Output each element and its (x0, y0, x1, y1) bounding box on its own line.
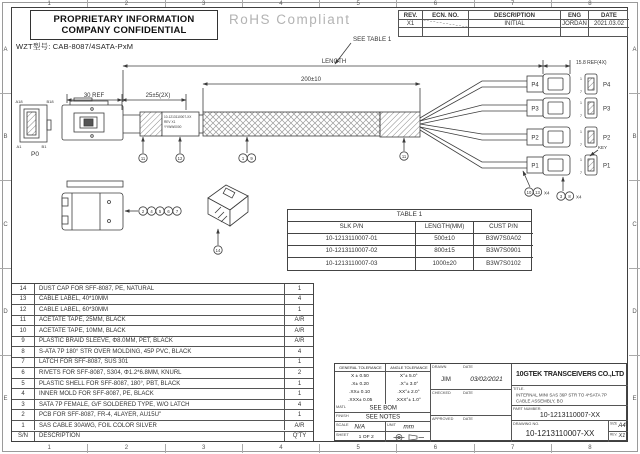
zone-numbers-top (11, 0, 628, 7)
svg-text:8: 8 (568, 194, 571, 199)
length-cell: 800±15 (416, 246, 474, 258)
sata-connector-p1 (527, 155, 611, 175)
company-section (512, 364, 628, 442)
table1 (287, 209, 532, 271)
svg-text:9: 9 (250, 156, 253, 161)
slk-pn-cell: 10-1213110007-03 (288, 258, 416, 270)
see-table-label: SEE TABLE 1 (353, 36, 392, 43)
revision-header-cell: REV. (399, 11, 423, 20)
bom-sn: 3 (12, 400, 35, 410)
bom-sn: 2 (12, 410, 35, 420)
tolerance-value: .XXX± 0.05 (347, 397, 373, 403)
general-tolerance-label: GENERAL TOLERANCE (338, 365, 382, 370)
revision-table-header (399, 11, 627, 20)
bom-qty: 1 (297, 306, 302, 313)
zone-letter: D (629, 269, 640, 356)
bom-sn: 10 (12, 326, 35, 336)
svg-text:3: 3 (559, 194, 563, 199)
bom-row (12, 305, 313, 316)
rohs-compliant-text: RoHS Compliant (229, 12, 351, 27)
part-number-value: 10-1213110007-XX (539, 411, 601, 419)
bom-row (12, 379, 313, 390)
zone-number: 8 (588, 445, 592, 451)
zone-numbers-bottom (11, 444, 628, 453)
bom-sn: 8 (12, 347, 35, 357)
svg-text:2: 2 (141, 209, 145, 214)
bom-description: INNER MOLD FOR SFF-8087, PE, BLACK (35, 389, 285, 399)
bom-qty: 1 (297, 412, 302, 419)
zone-number: 5 (320, 444, 397, 453)
sff-8087-face-view (15, 99, 54, 158)
bom-sn: 5 (12, 379, 35, 389)
bom-description: LATCH FOR SFF-8087, SUS 301 (35, 358, 285, 368)
rev-value: X1 (399, 20, 423, 29)
revision-header-cell: ENG (561, 11, 589, 20)
dim-15-8-label: 15.8 REF(4X) (576, 60, 607, 66)
bom-row (12, 368, 313, 379)
cust-pn-cell: B3W7S0A02 (474, 234, 533, 246)
description-value: INITIAL (469, 20, 561, 29)
sff-8087-side-view (62, 98, 123, 140)
bom-sn: 7 (12, 358, 35, 368)
drawing-title-line1: INTERNAL MINI SAS 36P STR TO 4*SATA 7P (516, 392, 607, 398)
bom-description: PCB FOR SFF-8087, FR-4, 4LAYER, AU15U" (35, 410, 285, 420)
length-dim-label: LENGTH (321, 59, 347, 65)
bom-rows (12, 284, 313, 431)
title-block (334, 363, 627, 441)
bom-description: ACETATE TAPE, 10MM, BLACK (35, 326, 285, 336)
port-label: P4 (531, 82, 539, 89)
pin7-label: 7 (580, 171, 582, 175)
dimension-25 (122, 93, 186, 110)
port-label: P1 (531, 163, 539, 170)
bom-row (12, 326, 313, 337)
bom-qty: 1 (297, 380, 302, 387)
sata-connector-p2 (527, 127, 611, 147)
model-number-line: WZT型号: CAB-8087/4SATA-PxM (16, 42, 134, 51)
third-angle-projection-icon (392, 433, 426, 442)
bom-qty: 1 (297, 391, 302, 398)
rev-label: REV. (610, 432, 618, 436)
finish-value: SEE NOTES (365, 413, 401, 420)
bom-description: PLASTIC BRAID SLEEVE, Φ8.0MM, PET, BLACK (35, 337, 285, 347)
table1-row (288, 246, 531, 258)
bom-description: RIVETS FOR SFF-8087, S304, Φ1.2*6.8MM, KNURL (35, 368, 285, 378)
pin-b1-label: B1 (41, 144, 47, 149)
pin-a1-label: A1 (16, 144, 22, 149)
bom-sn: 12 (12, 305, 35, 315)
revision-row (399, 20, 627, 29)
balloon-11-right (400, 138, 408, 160)
dimension-30-ref (67, 93, 122, 110)
size-value: A4 (618, 422, 626, 429)
bom-qty: 2 (297, 370, 302, 377)
cable-label-line1: 10-1213110007-XX (164, 115, 192, 119)
bom-row (12, 410, 313, 421)
bom-qty: 4 (297, 296, 302, 303)
connector-bottom-view (62, 181, 123, 230)
acetate-tape-25mm (140, 112, 162, 136)
slk-pn-cell: 10-1213110007-01 (288, 234, 416, 246)
zone-letters-left (0, 7, 11, 442)
svg-text:10: 10 (526, 190, 532, 195)
p0-label: P0 (31, 151, 39, 158)
bom-qty-header: Q'TY (292, 433, 307, 440)
bom-sn: 13 (12, 295, 35, 305)
pin1-label: 1 (580, 101, 582, 105)
sata-connector-p3 (527, 98, 611, 118)
balloon-chain-2-4-5-6-7 (125, 207, 181, 215)
zone-number: 4 (243, 444, 320, 453)
date-label: DATE (463, 364, 473, 369)
zone-number: 3 (166, 0, 243, 7)
table1-body (288, 234, 531, 270)
bom-row (12, 421, 313, 431)
bom-description: CABLE LABEL, 40*10MM (35, 295, 285, 305)
angle-tolerance-label: ANGLE TOLERANCE (389, 365, 428, 370)
bom-qty: A/R (294, 338, 305, 345)
svg-text:4: 4 (150, 209, 153, 214)
zone-letter: A (629, 7, 640, 94)
pin-b18-label: B18 (46, 99, 54, 104)
port-label: P2 (531, 135, 539, 142)
zone-number: 8 (588, 1, 592, 7)
bom-qty: 4 (297, 348, 302, 355)
bom-row (12, 358, 313, 369)
breakout-tape (380, 112, 420, 137)
zone-number: 7 (475, 0, 552, 7)
bom-row (12, 284, 313, 295)
bom-description: ACETATE TAPE, 25MM, BLACK (35, 316, 285, 326)
bom-row (12, 347, 313, 358)
bom-sn: 9 (12, 337, 35, 347)
cable-run (123, 112, 420, 137)
zone-number: 6 (397, 0, 474, 7)
unit-label: UNIT (387, 422, 396, 427)
tolerance-value: .X± 0.20 (351, 381, 369, 387)
zone-number: 4 (243, 0, 320, 7)
cust-pn-cell: B3W7S0102 (486, 259, 521, 267)
port-label: P3 (531, 106, 539, 113)
bom-sn: 11 (12, 316, 35, 326)
table1-title: TABLE 1 (288, 210, 531, 222)
revision-header-cell: DATE (589, 11, 629, 20)
tolerance-value: .XX± 0.10 (349, 389, 371, 395)
bom-qty: A/R (294, 422, 305, 429)
scale-value: N/A (354, 422, 366, 430)
port-face-label: P2 (603, 135, 611, 142)
unit-value: mm (403, 422, 414, 430)
ecn-value (423, 20, 469, 29)
table1-row (288, 258, 531, 270)
tolerance-value: X ± 0.50 (351, 373, 369, 379)
drawing-title-line2: CABLE ASSEMBLY, BO (516, 398, 564, 404)
bom-description: SATA 7P FEMALE, G/F SOLDERED TYPE, W/O LATCH (35, 400, 285, 410)
bom-qty: A/R (294, 317, 305, 324)
confidential-line2: COMPANY CONFIDENTIAL (61, 25, 187, 36)
zone-letter: A (0, 7, 11, 94)
bom-qty: A/R (294, 327, 305, 334)
pin-a18-label: A18 (15, 99, 23, 104)
balloon-3-8-x4 (557, 177, 582, 200)
tolerance-value: X°± 5.0° (399, 373, 418, 379)
bom-row (12, 389, 313, 400)
zone-number: 1 (11, 444, 88, 453)
drawn-date-value: 03/02/2021 (470, 375, 503, 383)
table1-row (288, 234, 531, 246)
approved-label: APPROVED (432, 416, 454, 421)
port-face-label: P4 (603, 82, 611, 89)
bom-qty: 4 (297, 401, 302, 408)
table1-header-cell: SLK P/N (288, 222, 416, 234)
zone-letters-right (629, 7, 640, 442)
zone-number: 3 (166, 444, 243, 453)
drawn-label: DRAWN (432, 364, 447, 369)
date-label: DATE (463, 416, 473, 421)
dim-200-label: 200±10 (301, 77, 321, 83)
port-face-label: P1 (603, 163, 611, 170)
title-label: TITLE. (513, 386, 525, 391)
confidential-line1: PROPRIETARY INFORMATION (53, 13, 195, 25)
table1-header-row (288, 222, 531, 234)
sata-connector-p4 (527, 74, 611, 94)
dim-25-label: 25±5(2X) (145, 93, 171, 99)
balloon-12 (176, 137, 184, 162)
bom-description-header: DESCRIPTION (35, 432, 285, 442)
dust-cap-isometric-view (208, 185, 248, 226)
zone-number: 6 (397, 444, 474, 453)
table1-header-cell: CUST P/N (474, 222, 533, 234)
bom-qty: 1 (297, 359, 302, 366)
tolerance-section (335, 364, 431, 442)
bom-qty: 1 (297, 285, 302, 292)
sheet-value: 1 OF 2 (358, 433, 374, 440)
svg-text:1: 1 (241, 156, 245, 161)
finish-label: FINISH (336, 413, 349, 418)
zone-number: 2 (88, 0, 165, 7)
zone-letter: D (0, 269, 11, 356)
bom-sn: 4 (12, 389, 35, 399)
x4-label: X4 (576, 194, 582, 200)
pin7-label: 7 (580, 114, 582, 118)
pin7-label: 7 (580, 143, 582, 147)
svg-text:14: 14 (215, 248, 221, 253)
svg-text:6: 6 (167, 209, 170, 214)
tolerance-value: .X°± 3.0° (398, 381, 419, 387)
zone-number: 7 (475, 444, 552, 453)
fanout-wires (420, 81, 527, 168)
company-name: 10GTEK TRANSCEIVERS CO.,LTD (515, 371, 625, 378)
zone-letter: B (0, 94, 11, 181)
dimension-200 (203, 77, 420, 112)
pin7-label: 7 (580, 90, 582, 94)
bom-row (12, 400, 313, 411)
signature-section (431, 364, 512, 442)
svg-text:11: 11 (401, 154, 407, 159)
zone-number: 2 (88, 444, 165, 453)
bom-description: SAS CABLE 30AWG, FOIL COLOR SILVER (35, 421, 285, 431)
balloon-11-left (139, 137, 147, 162)
pin1-label: 1 (580, 77, 582, 81)
zone-number: 1 (11, 0, 88, 7)
revision-header-cell: ECN. NO. (423, 11, 469, 20)
sheet-label: SHEET (336, 432, 349, 437)
matl-value: SEE BOM (369, 404, 397, 411)
bom-footer-row (12, 431, 313, 442)
pin1-label: 1 (580, 158, 582, 162)
date-value: 2021.03.02 (589, 20, 629, 29)
svg-text:7: 7 (175, 209, 179, 214)
bom-description: DUST CAP FOR SFF-8087, PE, NATURAL (35, 284, 285, 294)
bom-sn: 1 (12, 421, 35, 431)
scale-label: SCALE (336, 422, 349, 427)
cable-label-line2: REV X1 (164, 120, 176, 124)
key-label: KEY (598, 145, 608, 150)
revision-header-cell: DESCRIPTION (469, 11, 561, 20)
table1-header-cell: LENGTH(MM) (416, 222, 474, 234)
slk-pn-cell: 10-1213110007-02 (288, 246, 416, 258)
svg-text:13: 13 (535, 190, 540, 195)
tolerance-value: .XX°± 2.0° (397, 389, 420, 395)
cust-pn-cell: B3W7S0901 (474, 246, 533, 258)
part-number-label: PART NUMBER. (513, 406, 542, 411)
zone-number: 5 (320, 0, 397, 7)
x4-label: X4 (544, 190, 550, 196)
bill-of-materials (12, 283, 314, 441)
bom-description: CABLE LABEL, 60*30MM (35, 305, 285, 315)
size-label: SIZE (610, 421, 618, 426)
drawing-no-label: DRAWING NO. (513, 421, 540, 426)
length-cell: 500±10 (416, 234, 474, 246)
svg-text:11: 11 (140, 156, 146, 161)
bom-sn: 14 (12, 284, 35, 294)
zone-letter: C (629, 181, 640, 268)
checked-label: CHECKED (432, 390, 451, 395)
svg-text:12: 12 (177, 156, 183, 161)
rev-value: X1 (618, 433, 626, 439)
bom-sn-header: S/N (12, 432, 35, 442)
bom-row (12, 337, 313, 348)
bom-row (12, 295, 313, 306)
pin1-label: 1 (580, 130, 582, 134)
svg-text:5: 5 (158, 209, 162, 214)
zone-letter: B (629, 94, 640, 181)
zone-letter: E (632, 395, 637, 402)
cable-label-line3: YYWW0000 (164, 125, 182, 129)
dimension-15-8-ref (543, 60, 607, 74)
eng-value: JORDAN (561, 20, 589, 29)
braid-sleeve (203, 112, 380, 136)
bom-row (12, 316, 313, 327)
bom-description: PLASTIC SHELL FOR SFF-8087, 180°, PBT, BLACK (35, 379, 285, 389)
tolerance-value: .XXX°± 1.0° (395, 397, 422, 403)
dim-30-label: 30 REF (83, 93, 105, 99)
drawing-no-value: 10-1213110007-XX (525, 429, 595, 438)
bom-description: S-ATA 7P 180° STR OVER MOLDING, 45P PVC, BLACK (35, 347, 285, 357)
balloon-14 (214, 229, 222, 254)
port-face-label: P3 (603, 106, 611, 113)
zone-letter: E (3, 395, 8, 402)
date-label: DATE (463, 390, 473, 395)
matl-label: MATL (336, 404, 346, 409)
bom-sn: 6 (12, 368, 35, 378)
drawn-value: JIM (441, 377, 451, 383)
length-cell: 1000±20 (416, 258, 474, 270)
balloon-1-9 (239, 137, 256, 162)
zone-letter: C (0, 181, 11, 268)
